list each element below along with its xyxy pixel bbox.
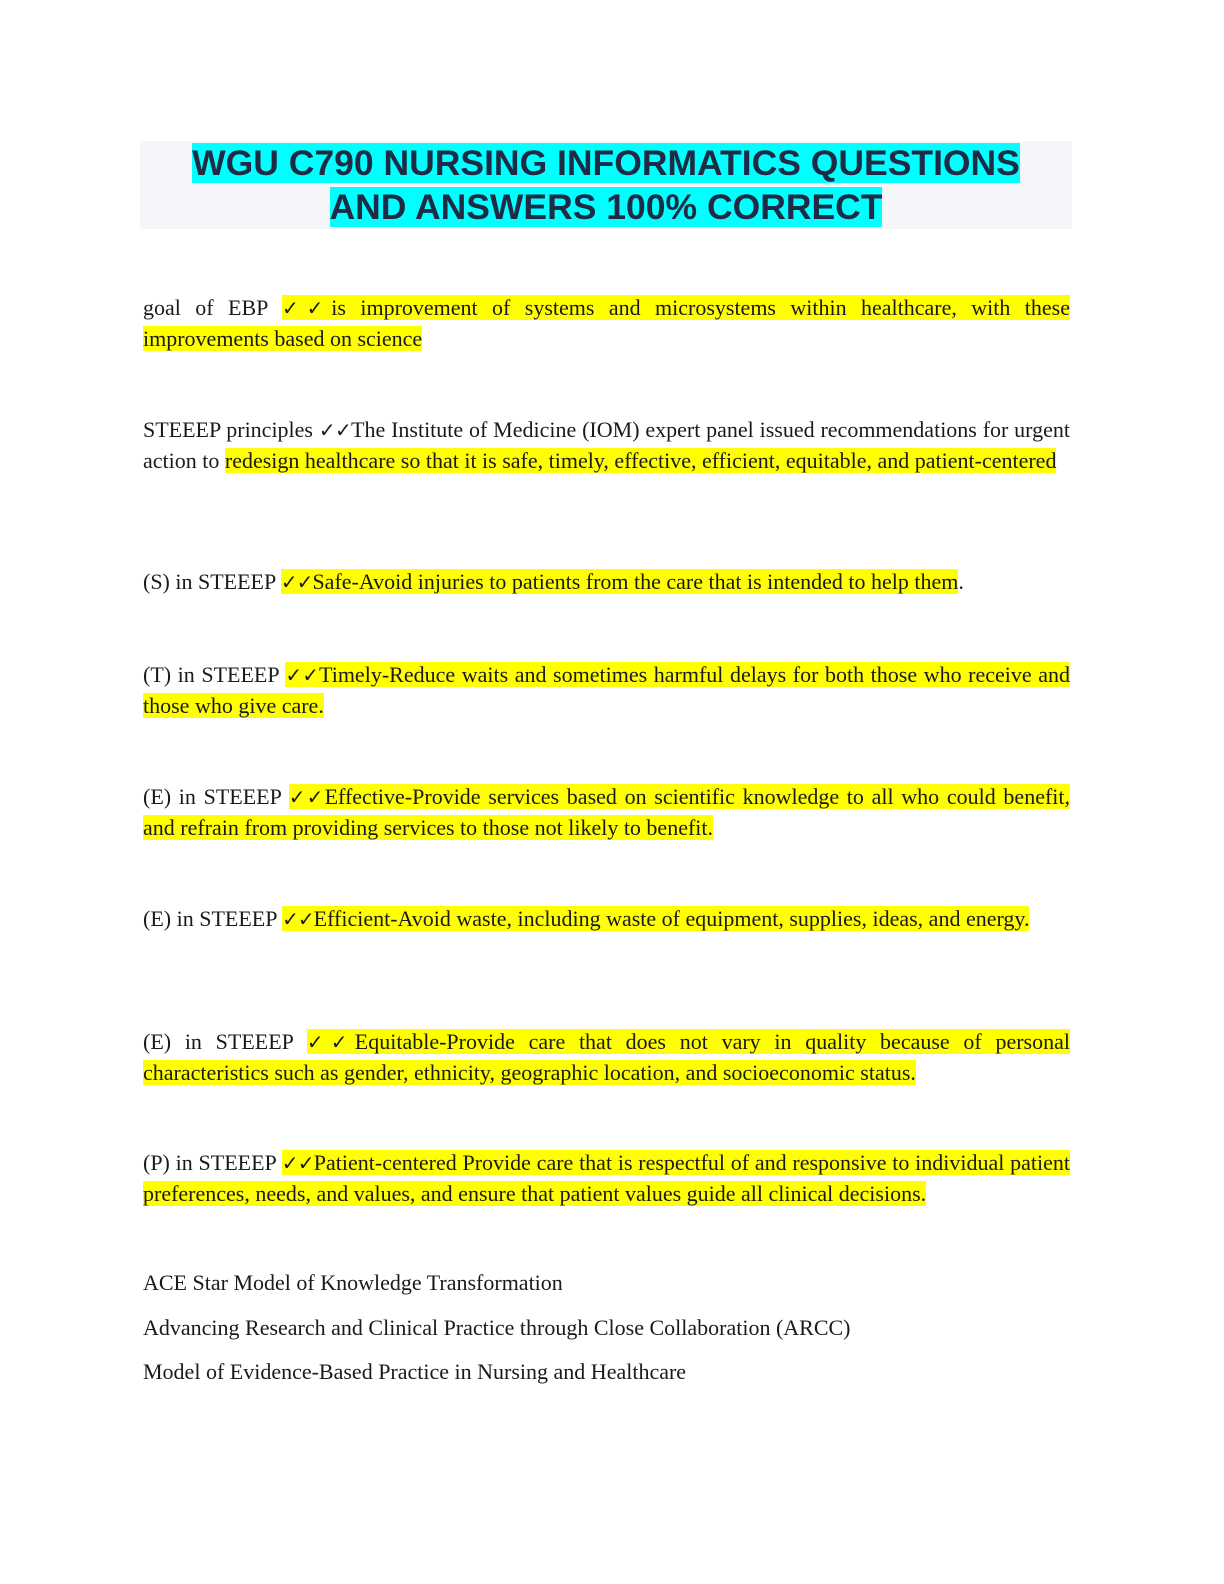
qa-answer: redesign healthcare so that it is safe, timely, effective, efficient, equitable, and patient-centered: [224, 447, 1057, 473]
qa-trailing-period: .: [958, 569, 964, 594]
double-check-icon: ✓✓: [282, 907, 314, 931]
qa-item-e-effective: [143, 782, 1070, 842]
double-check-icon: ✓✓: [281, 296, 332, 320]
qa-item-goal-of-ebp: [143, 293, 1070, 353]
double-check-icon: ✓✓: [281, 1151, 314, 1175]
qa-answer: is improvement of systems and microsystems within healthcare, with these improvements based on science: [143, 295, 1071, 351]
qa-term: (P) in STEEEP: [143, 1150, 282, 1175]
qa-term: (T) in STEEEP: [143, 662, 286, 687]
qa-term: (E) in STEEEP: [143, 784, 289, 809]
qa-answer-pre: The Institute of Medicine (IOM) expert panel issued recommendations for urgent action to: [143, 417, 1070, 473]
qa-item-p-patient-centered: [143, 1148, 1070, 1208]
qa-item-e-equitable: [143, 1027, 1070, 1087]
title-text-1: WGU C790 NURSING INFORMATICS QUESTIONS: [192, 143, 1020, 183]
qa-term: STEEEP principles: [143, 417, 319, 442]
qa-answer-highlight: [282, 906, 1029, 931]
qa-item-t-timely: [143, 660, 1070, 720]
double-check-icon: ✓✓: [306, 1030, 355, 1054]
title-line-1: [140, 141, 1072, 185]
qa-term: (E) in STEEEP: [143, 1029, 307, 1054]
qa-term: (S) in STEEEP: [143, 569, 281, 594]
qa-answer-highlight: [281, 569, 959, 594]
qa-item-s-safe: [143, 567, 1070, 598]
plain-line-arcc: Advancing Research and Clinical Practice through Close Collaboration (ARCC): [143, 1315, 851, 1340]
title-line-2: [140, 185, 1072, 229]
qa-answer: Effective-Provide services based on scientific knowledge to all who could benefit, and refrain from providing services to those not likely to benefit.: [143, 784, 1071, 840]
qa-answer: Efficient-Avoid waste, including waste of equipment, supplies, ideas, and energy.: [313, 906, 1030, 931]
qa-term: goal of EBP: [143, 295, 282, 320]
qa-answer-highlight: [143, 1150, 1070, 1206]
qa-item-e-efficient: [143, 904, 1070, 935]
qa-answer-highlight: [143, 295, 1070, 351]
qa-answer: Timely-Reduce waits and sometimes harmful delays for both those who receive and those who give care.: [143, 662, 1071, 718]
double-check-icon: ✓✓: [285, 663, 320, 687]
qa-answer: Equitable-Provide care that does not vary in quality because of personal characteristics such as gender, ethnicity, geographic location, and socioeconomic status.: [143, 1029, 1070, 1085]
title-text-2: AND ANSWERS 100% CORRECT: [329, 187, 883, 227]
title-band: [140, 141, 1072, 229]
plain-line-ebp-model: Model of Evidence-Based Practice in Nursing and Healthcare: [143, 1359, 687, 1384]
qa-answer: Safe-Avoid injuries to patients from the care that is intended to help them: [312, 569, 959, 594]
qa-item-steeep-principles: [143, 415, 1070, 475]
qa-answer: Patient-centered Provide care that is respectful of and responsive to individual patient preferences, needs, and values, and ensure that patient values guide all clinical decisions.: [143, 1150, 1070, 1206]
double-check-icon: ✓✓: [280, 570, 313, 594]
double-check-icon: ✓✓: [318, 418, 352, 442]
plain-line-ace-star: ACE Star Model of Knowledge Transformation: [143, 1270, 563, 1295]
qa-term: (E) in STEEEP: [143, 906, 283, 931]
double-check-icon: ✓✓: [288, 785, 325, 809]
